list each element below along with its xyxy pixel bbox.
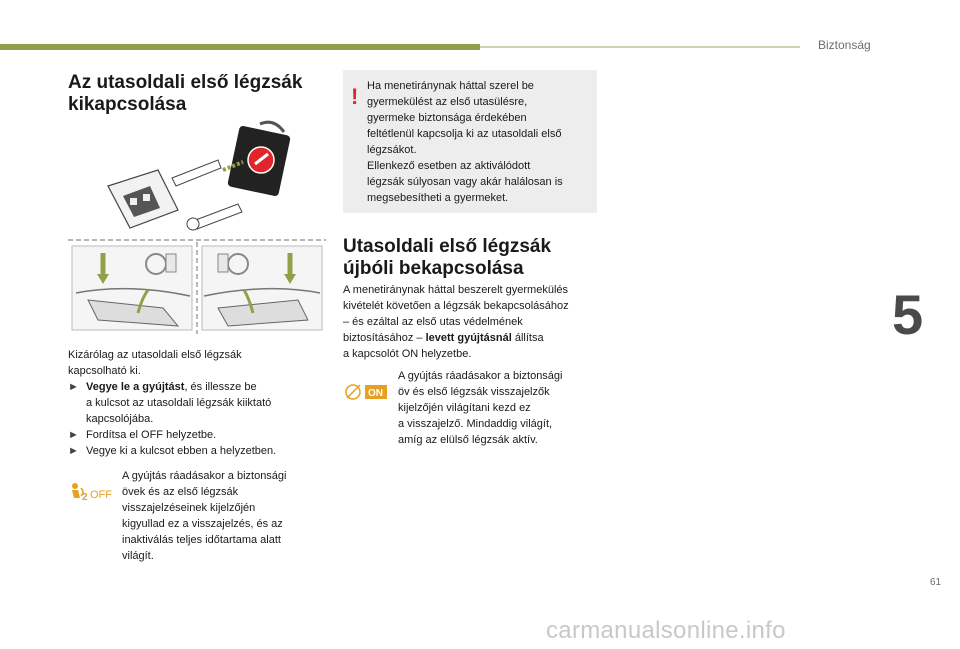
body-line: – és ezáltal az első utas védelmének <box>343 316 523 328</box>
warning-line: gyermekülést az első utasülésre, <box>367 96 528 108</box>
warning-line: Ha menetiránynak háttal szerel be <box>367 80 534 92</box>
right-title-line: újbóli bekapcsolása <box>343 258 524 279</box>
on-note-text <box>398 368 598 448</box>
intro-line: Kizárólag az utasoldali első légzsák <box>68 349 242 361</box>
body-bold: levett gyújtásnál <box>425 332 512 344</box>
on-label: ON <box>368 388 383 399</box>
step-text: Vegye ki a kulcsot ebben a helyzetben. <box>86 445 277 457</box>
right-title <box>343 236 603 280</box>
note-line: A gyújtás ráadásakor a biztonsági <box>398 370 563 382</box>
warning-line: Ellenkező esetben az aktiválódott <box>367 160 531 172</box>
off-note-text <box>122 468 322 564</box>
left-title <box>68 72 338 116</box>
header-accent-bar <box>0 44 480 50</box>
header-rule <box>480 46 800 48</box>
body-line <box>343 330 603 346</box>
step-text: kapcsolójába. <box>86 413 154 425</box>
note-line: világít. <box>122 550 154 562</box>
step-bold: Vegye le a gyújtást <box>86 381 185 393</box>
warning-line: légzsákot. <box>367 144 417 156</box>
key-icon <box>187 204 242 230</box>
step-text: a kulcsot az utasoldali légzsák kiiktató <box>86 397 272 409</box>
body-text: biztosításához – <box>343 332 426 344</box>
arrow-bullet-icon: ► <box>68 381 79 393</box>
step-item <box>68 379 318 427</box>
body-line: A menetiránynak háttal beszerelt gyermekülés <box>343 284 569 296</box>
arrow-bullet-icon: ► <box>68 445 79 457</box>
warning-icon: ! <box>351 84 359 109</box>
note-line: amíg az elülső légzsák aktív. <box>398 434 538 446</box>
dashboard-left-icon <box>72 246 192 330</box>
intro-line: kapcsolható ki. <box>68 365 141 377</box>
body-text: állítsa <box>511 332 544 344</box>
warning-box <box>343 70 597 213</box>
dashboard-right-icon <box>202 246 322 330</box>
note-line: inaktiválás teljes időtartama alatt <box>122 534 281 546</box>
airbag-switch-illustration <box>68 118 326 334</box>
step-text: , és illessze be <box>184 381 257 393</box>
note-line: kijelzőjén világítani kezd ez <box>398 402 531 414</box>
page-number: 61 <box>930 577 942 588</box>
chapter-number: 5 <box>892 283 924 346</box>
airbag-switch-plate-icon <box>223 122 291 197</box>
airbag-on-indicator-icon <box>344 380 392 404</box>
note-line: visszajelzéseinek kijelzőjén <box>122 502 256 514</box>
body-line: a kapcsolót ON helyzetbe. <box>343 348 472 360</box>
note-line: öv és első légzsák visszajelzők <box>398 386 550 398</box>
step-item <box>68 443 318 459</box>
arrow-bullet-icon: ► <box>68 429 79 441</box>
right-title-line: Utasoldali első légzsák <box>343 236 552 257</box>
section-name: Biztonság <box>818 38 871 52</box>
left-instructions <box>68 347 318 459</box>
warning-line: feltétlenül kapcsolja ki az utasoldali első <box>367 128 562 140</box>
note-line: a visszajelző. Mindaddig világít, <box>398 418 553 430</box>
body-line: kivételét követően a légzsák bekapcsolásához <box>343 300 569 312</box>
warning-line: gyermeke biztonsága érdekében <box>367 112 527 124</box>
step-text: Fordítsa el OFF helyzetbe. <box>86 429 217 441</box>
warning-line: légzsák súlyosan vagy akár halálosan is <box>367 176 563 188</box>
watermark: carmanualsonline.info <box>546 617 786 644</box>
svg-text:2: 2 <box>82 492 88 503</box>
note-line: A gyújtás ráadásakor a biztonsági <box>122 470 287 482</box>
warning-line: megsebesítheti a gyermeket. <box>367 192 509 204</box>
note-line: övek és az első légzsák <box>122 486 239 498</box>
airbag-off-indicator-icon <box>68 480 116 504</box>
warning-text <box>367 78 591 206</box>
note-line: kigyullad ez a visszajelzés, és az <box>122 518 283 530</box>
right-instructions <box>343 282 603 362</box>
left-title-line: Az utasoldali első légzsák <box>68 72 303 93</box>
left-title-line: kikapcsolása <box>68 94 187 115</box>
step-item <box>68 427 318 443</box>
off-label: OFF <box>90 489 112 501</box>
